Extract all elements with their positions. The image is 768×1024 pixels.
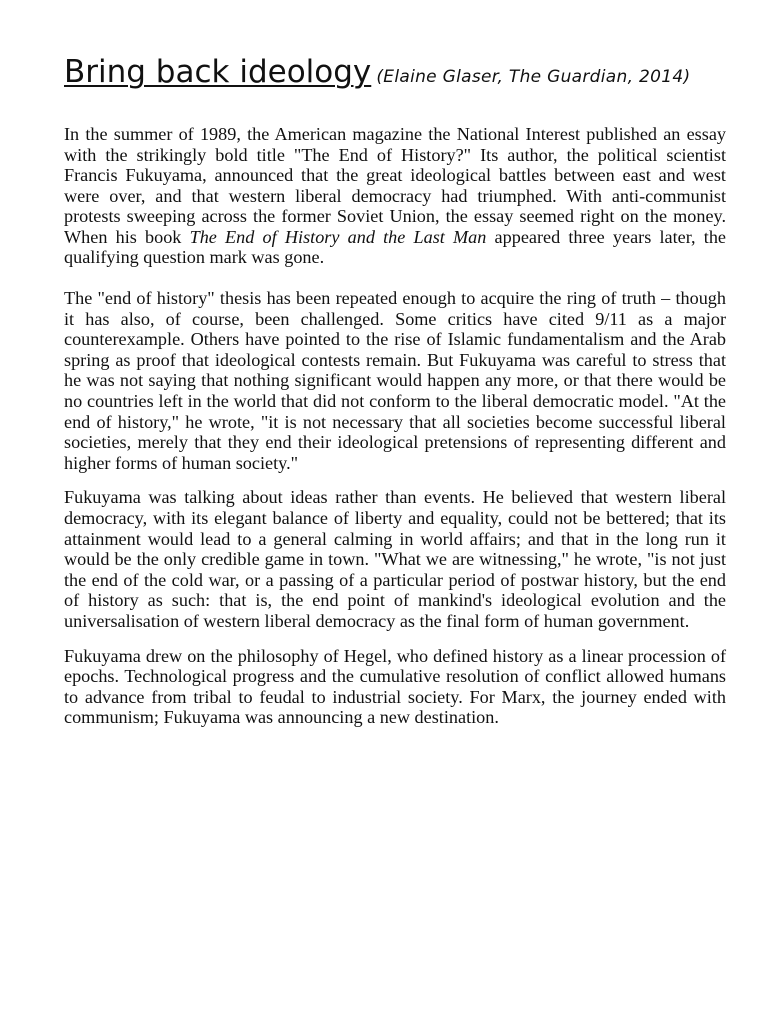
paragraph-2: The "end of history" thesis has been repeated enough to acquire the ring of truth – though it has also, of course, been challenged. Some critics have cited 9/11 as a major counterexample. Others have pointed to the rise of Islamic fundamentalism and the Arab spring as proof that ideological contests remain. But Fukuyama was careful to stress that he was not saying that nothing significant would happen any more, or that there would be no countries left in the world that did not conform to the liberal democratic model. "At the end of history," he wrote, "it is not necessary that all societies become successful liberal societies, merely that they end their ideological pretensions of representing different and higher forms of human society." <box>64 288 726 473</box>
article-attribution: (Elaine Glaser, The Guardian, 2014) <box>376 67 691 87</box>
paragraph-1 <box>64 124 726 268</box>
document-page <box>64 52 726 728</box>
paragraph-1-part-1: In the summer of 1989, the American magazine the National Interest published an essay with the strikingly bold title "The End of History?" Its author, the political scientist Francis Fukuyama, announced that the great ideological battles between east and west were over, and that western liberal democracy had triumphed. With anti-communist protests sweeping across the former Soviet Union, the essay seemed right on the money. When his book <box>64 123 726 247</box>
book-title: The End of History and the Last Man <box>189 226 487 247</box>
paragraph-1-part-2: appeared three years later, the qualifying question mark was gone. <box>64 226 727 268</box>
paragraph-4: Fukuyama drew on the philosophy of Hegel, who defined history as a linear procession of epochs. Technological progress and the cumulative resolution of conflict allowed humans to advance from tribal to feudal to industrial society. For Marx, the journey ended with communism; Fukuyama was announcing a new destination. <box>64 645 726 728</box>
article-title: Bring back ideology <box>64 54 372 90</box>
paragraph-3: Fukuyama was talking about ideas rather than events. He believed that western liberal democracy, with its elegant balance of liberty and equality, could not be bettered; that its attainment would lead to a general calming in world affairs; and that in the long run it would be the only credible game in town. "What we are witnessing," he wrote, "is not just the end of the cold war, or a passing of a particular period of postwar history, but the end of history as such: that is, the end point of mankind's ideological evolution and the universalisation of western liberal democracy as the final form of human government. <box>64 487 726 631</box>
title-block <box>64 52 726 93</box>
